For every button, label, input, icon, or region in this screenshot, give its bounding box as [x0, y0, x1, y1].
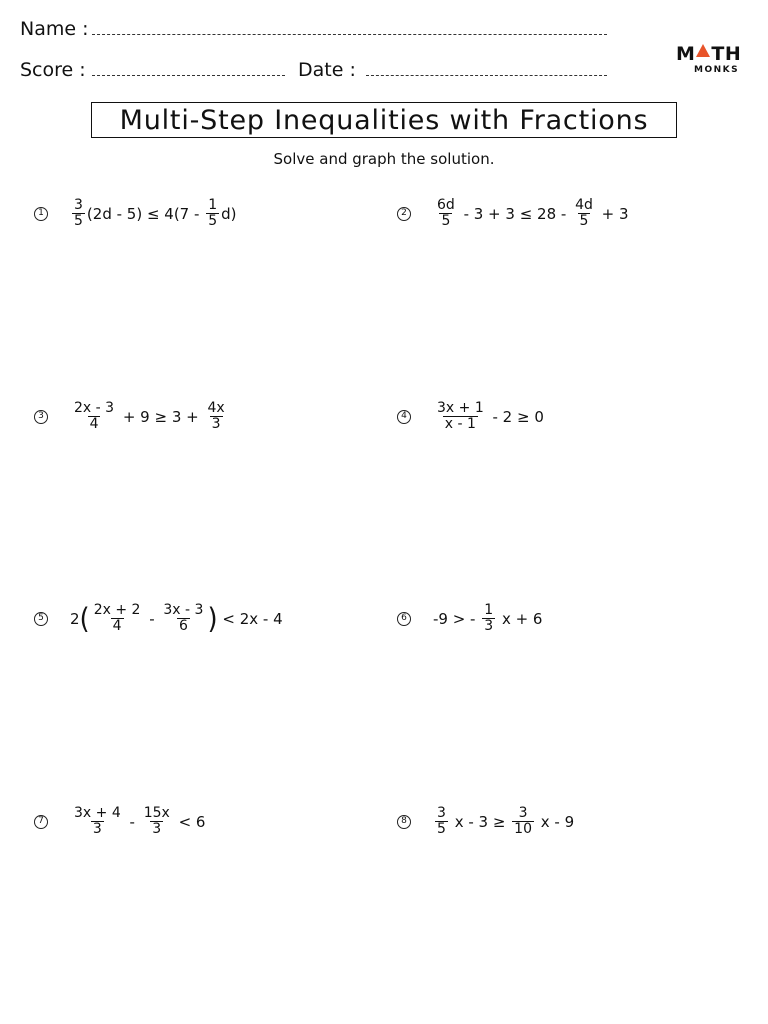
numerator: 3x + 4 [74, 805, 121, 821]
denominator: 5 [437, 821, 446, 837]
score-line[interactable] [92, 75, 285, 76]
page-title: Multi-Step Inequalities with Fractions [119, 104, 649, 136]
open-paren: ( [79, 602, 90, 635]
fraction [435, 806, 448, 837]
numerator: 15x [143, 805, 170, 821]
numerator: 3 [518, 805, 528, 821]
inequality [70, 198, 236, 229]
problem-number: 8 [397, 815, 411, 829]
problem-number: 2 [397, 207, 411, 221]
denominator: 3 [484, 618, 494, 634]
logo-m: M [676, 43, 696, 65]
denominator: 6 [178, 618, 188, 634]
date-line[interactable] [366, 75, 607, 76]
fraction [206, 198, 219, 229]
title-box [91, 102, 677, 138]
inequality [70, 603, 283, 634]
expression-text: - [144, 609, 160, 628]
inequality [70, 401, 229, 432]
denominator: 5 [208, 213, 218, 229]
problem-1 [34, 198, 236, 229]
denominator: 5 [74, 213, 83, 229]
denominator: 3 [92, 821, 102, 837]
name-label: Name : [20, 18, 89, 40]
denominator: 5 [579, 213, 589, 229]
expression-text: + 3 [596, 204, 629, 223]
numerator: 3 [437, 805, 446, 821]
expression-text: - [124, 812, 140, 831]
expression-text: < 2x - 4 [217, 609, 283, 628]
problem-7 [34, 806, 205, 837]
fraction [161, 603, 205, 634]
problem-2 [397, 198, 629, 229]
fraction [512, 806, 534, 837]
expression-text: -9 > - [433, 609, 481, 628]
fraction [142, 806, 172, 837]
problem-8 [397, 806, 574, 837]
expression-text: d) [221, 204, 237, 223]
inequality [70, 806, 205, 837]
problem-3 [34, 401, 229, 432]
denominator: 3 [211, 416, 221, 432]
close-paren: ) [207, 602, 218, 635]
expression-text: x - 3 ≥ [449, 812, 511, 831]
problem-number: 1 [34, 207, 48, 221]
fraction [72, 198, 85, 229]
expression-text: (2d - 5) ≤ 4(7 - [86, 204, 205, 223]
fraction [72, 806, 123, 837]
score-label: Score : [20, 59, 86, 81]
numerator: 1 [208, 197, 218, 213]
numerator: 6d [437, 197, 455, 213]
triangle-icon [696, 40, 710, 62]
fraction [205, 401, 226, 432]
numerator: 1 [484, 602, 494, 618]
numerator: 2x + 2 [93, 602, 141, 618]
denominator: 4 [89, 416, 99, 432]
expression-text: x + 6 [497, 609, 543, 628]
inequality [433, 603, 542, 634]
inequality [433, 401, 544, 432]
problem-number: 6 [397, 612, 411, 626]
denominator: 3 [152, 821, 162, 837]
fraction [435, 401, 486, 432]
logo-subtitle: MONKS [694, 65, 740, 75]
numerator: 4x [207, 400, 225, 416]
instructions: Solve and graph the solution. [273, 150, 495, 168]
denominator: 10 [514, 821, 532, 837]
problem-number: 4 [397, 410, 411, 424]
numerator: 2x - 3 [74, 400, 115, 416]
date-label: Date : [298, 59, 356, 81]
fraction [72, 401, 116, 432]
inequality [433, 198, 629, 229]
name-line[interactable] [92, 34, 607, 35]
expression-text: - 3 + 3 ≤ 28 - [458, 204, 572, 223]
math-monks-logo [676, 40, 741, 75]
numerator: 3x - 3 [163, 602, 204, 618]
expression-text: 2 [70, 609, 80, 628]
denominator: x - 1 [444, 416, 476, 432]
problem-5 [34, 603, 283, 634]
expression-text: + 9 ≥ 3 + [118, 407, 204, 426]
expression-text: - 2 ≥ 0 [487, 407, 544, 426]
denominator: 4 [112, 618, 122, 634]
problem-number: 3 [34, 410, 48, 424]
problem-6 [397, 603, 542, 634]
denominator: 5 [441, 213, 451, 229]
numerator: 4d [575, 197, 593, 213]
fraction [573, 198, 595, 229]
problem-number: 7 [34, 815, 48, 829]
expression-text: < 6 [173, 812, 206, 831]
expression-text: x - 9 [536, 812, 575, 831]
inequality [433, 806, 574, 837]
fraction [435, 198, 457, 229]
logo-th: TH [711, 43, 742, 65]
numerator: 3 [74, 197, 83, 213]
problem-number: 5 [34, 612, 48, 626]
fraction [92, 603, 143, 634]
problem-4 [397, 401, 544, 432]
fraction [482, 603, 495, 634]
numerator: 3x + 1 [437, 400, 484, 416]
